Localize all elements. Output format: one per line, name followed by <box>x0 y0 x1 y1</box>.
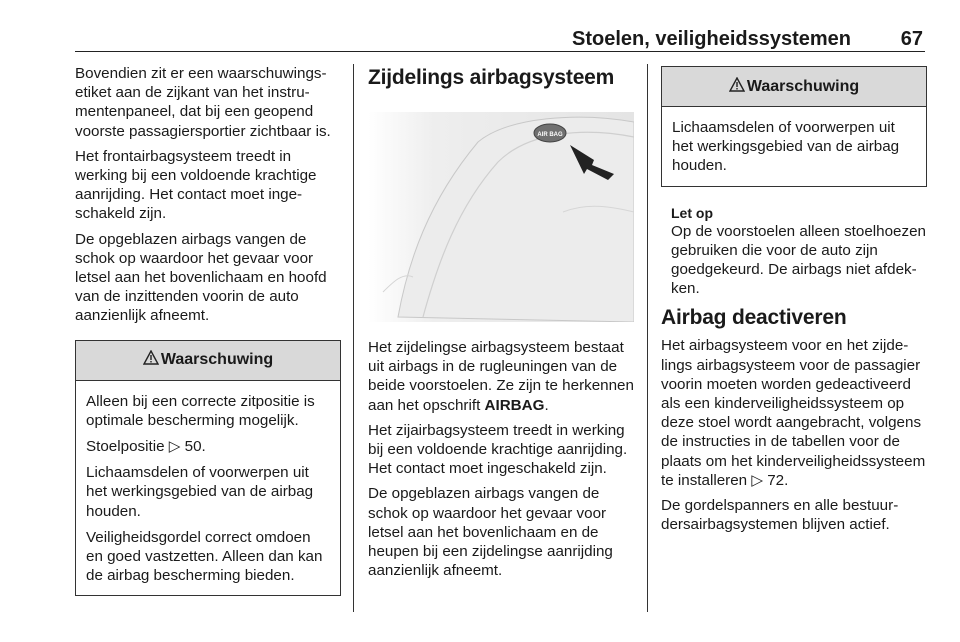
warning-box <box>75 340 341 597</box>
column-left <box>75 64 341 596</box>
warning-paragraph: Alleen bij een correcte zitpositie is optimale bescherming mogelijk. <box>86 392 315 429</box>
section-heading: Airbag deactiveren <box>661 306 847 330</box>
page-title: Stoelen, veiligheidssystemen <box>572 28 851 50</box>
paragraph: De opgeblazen airbags vangen de schok op waardoor het gevaar voor letsel aan het bovenlichaam en de heupen bij een zijdelingse aanrijding aanzienlijk afneemt. <box>368 485 613 580</box>
paragraph: Het zijairbagsysteem treedt in werking bij een voldoende krachtige aanrijding. Het contact moet ingeschakeld zijn. <box>368 421 628 478</box>
airbag-label: AIR BAG <box>537 132 563 138</box>
paragraph: Het airbagsysteem voor en het zijdelings airbagsysteem voor de passagier voorin moeten worden gedeactiveerd als een kinderveiligheidssysteem op deze stoel wordt aangebracht, volgens de instructies in de tabellen voor de plaats om het kinderveiligheidssysteem te installeren ▷ 72. <box>661 337 926 489</box>
airbag-label-text: AIRBAG <box>484 396 545 414</box>
paragraph: Bovendien zit er een waarschuwingsetiket aan de zijkant van het instrumentenpaneel, dat bij een geopend voorste passagiersportier zichtbaar is. <box>75 65 331 140</box>
warning-title: Waarschuwing <box>746 77 860 95</box>
warning-header <box>76 341 340 381</box>
column-divider-right <box>647 64 648 612</box>
section-heading: Zijdelings airbagsysteem <box>368 66 615 89</box>
note <box>661 205 927 299</box>
warning-triangle-icon <box>143 350 159 370</box>
warning-title: Waarschuwing <box>160 351 274 369</box>
paragraph: Het zijdelingse airbagsysteem bestaat uit airbags in de rugleuningen van de beide voorstoelen. Ze zijn te herkennen aan het opschrift AIRBAG. <box>368 339 634 414</box>
column-right <box>661 64 927 540</box>
warning-body <box>76 381 340 596</box>
paragraph: De opgeblazen airbags vangen de schok op waardoor het gevaar voor letsel aan het bovenlichaam en hoofd van de inzittenden voorin de auto aanzienlijk afneemt. <box>75 230 327 325</box>
paragraph: Het frontairbagsysteem treedt in werking bij een voldoende krachtige aanrijding. Het contact moet ingeschakeld zijn. <box>75 147 317 223</box>
warning-paragraph: Lichaamsdelen of voorwerpen uit het werkingsgebied van de airbag houden. <box>86 464 314 520</box>
note-text: Op de voorstoelen alleen stoelhoezen gebruiken die voor de auto zijn goedgekeurd. De airbags niet afdekken. <box>671 222 926 298</box>
page-header <box>75 22 925 52</box>
warning-triangle-icon <box>729 77 745 97</box>
paragraph: De gordelspanners en alle bestuurdersairbagsystemen blijven actief. <box>661 497 899 534</box>
note-label: Let op <box>671 204 713 221</box>
column-middle <box>368 64 634 586</box>
warning-body <box>662 107 926 186</box>
warning-paragraph: Lichaamsdelen of voorwerpen uit het werkingsgebied van de airbag houden. <box>672 119 900 175</box>
seat-illustration <box>368 112 634 322</box>
page-number: 67 <box>900 28 923 50</box>
warning-paragraph: Veiligheidsgordel correct omdoen en goed vastzetten. Alleen dan kan de airbag bescherming bieden. <box>86 528 323 585</box>
warning-header <box>662 67 926 107</box>
seat-airbag-figure <box>368 112 634 322</box>
warning-paragraph: Stoelpositie ▷ 50. <box>86 438 206 456</box>
warning-box <box>661 66 927 187</box>
column-divider-left <box>353 64 354 612</box>
